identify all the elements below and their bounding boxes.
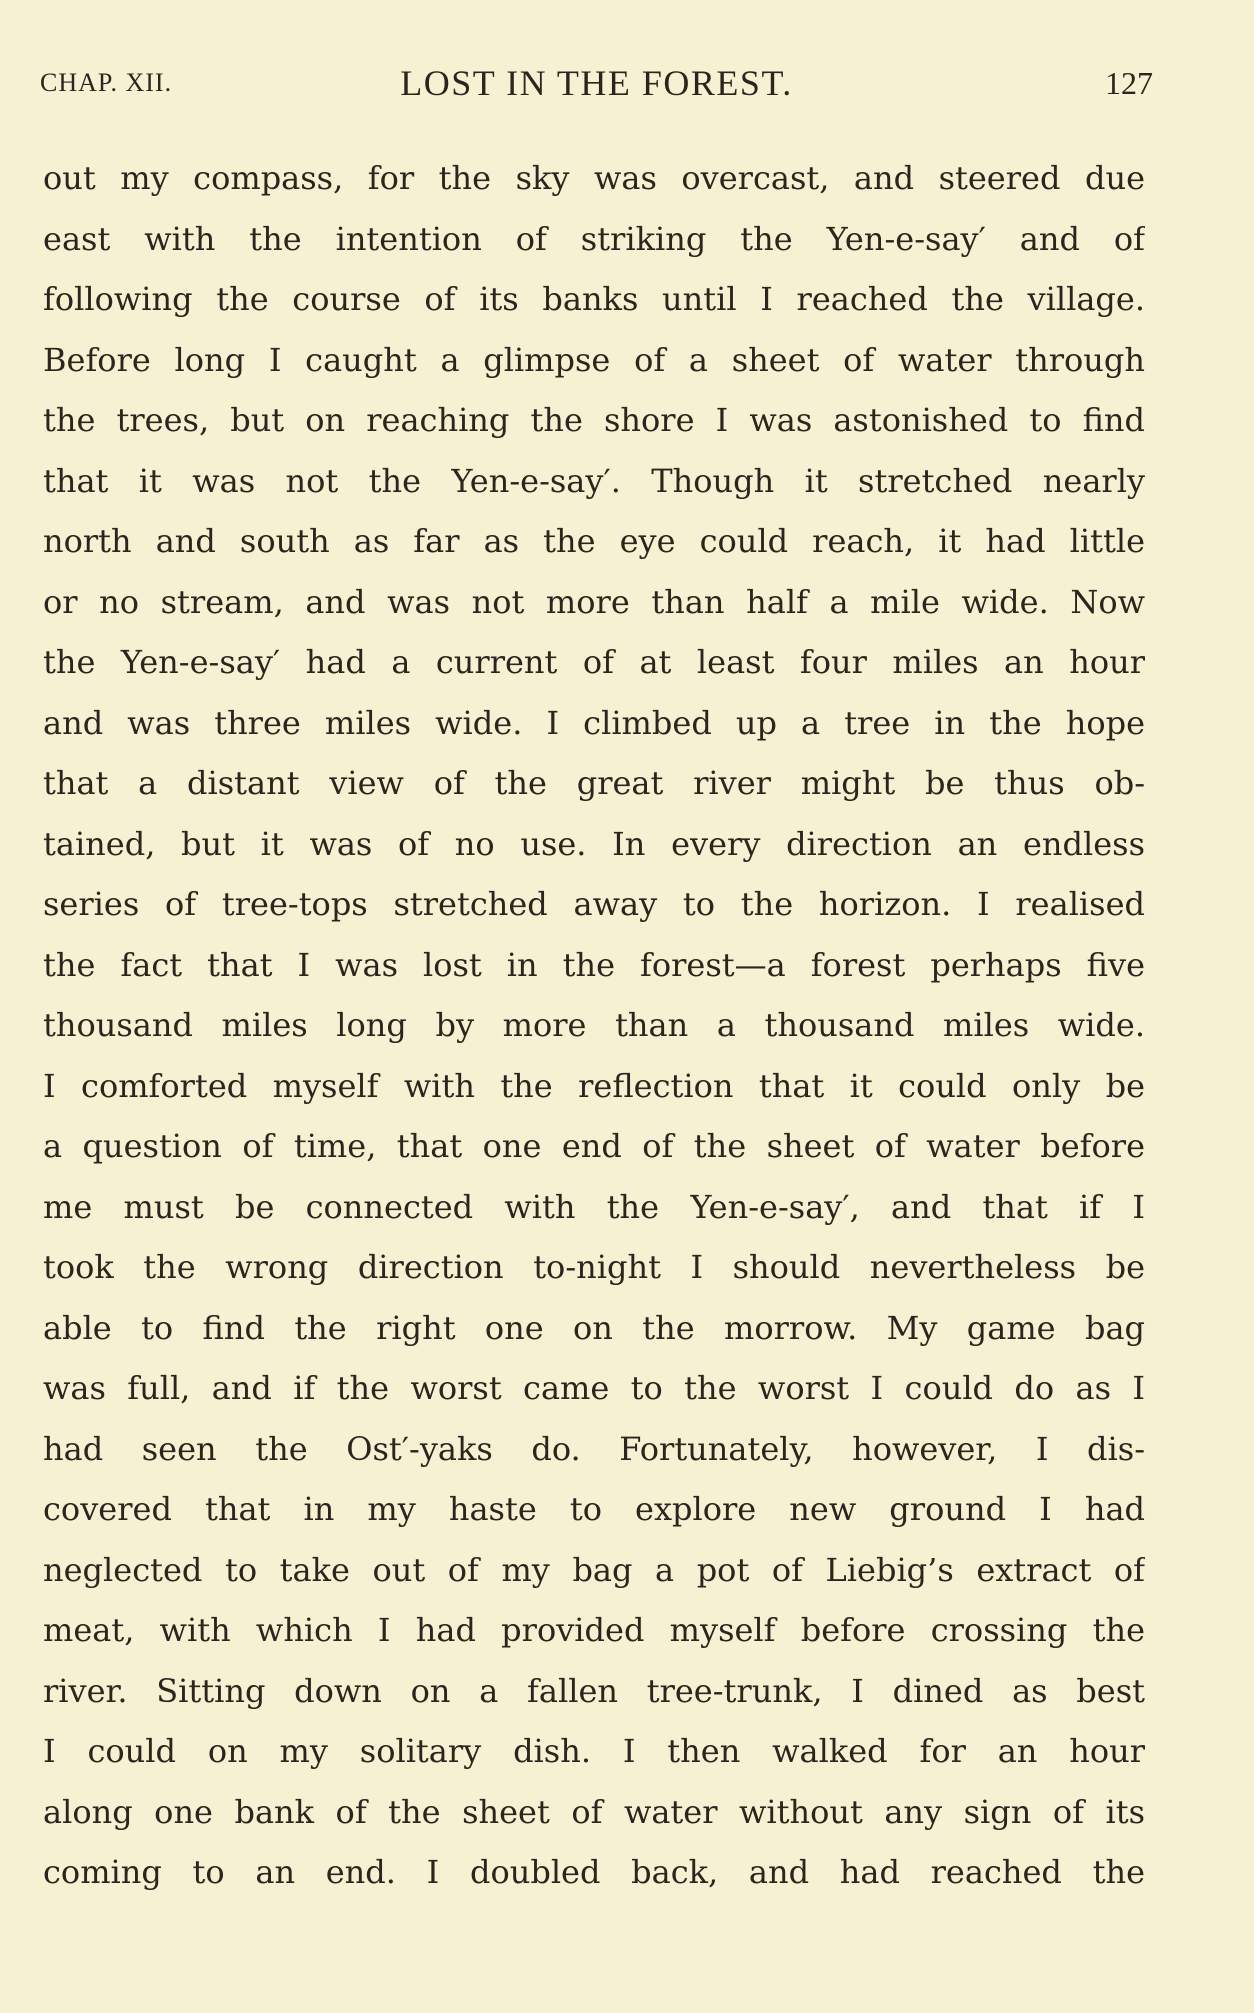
text-line: the fact that I was lost in the forest—a forest perhaps five (43, 945, 1145, 984)
text-line: east with the intention of striking the Yen-e-say′ and of (43, 219, 1145, 258)
text-line: following the course of its banks until I reached the village. (43, 280, 1145, 318)
text-line: thousand miles long by more than a thousand miles wide. (43, 1006, 1145, 1044)
text-line: that a distant view of the great river might be thus ob- (43, 764, 1145, 802)
page-number: 127 (1105, 65, 1153, 101)
text-line: I could on my solitary dish. I then walked for an hour (43, 1732, 1145, 1770)
text-line: had seen the Ost′-yaks do. Fortunately, however, I dis- (43, 1429, 1145, 1468)
text-line: that it was not the Yen-e-say′. Though it stretched nearly (43, 461, 1145, 500)
text-line: tained, but it was of no use. In every direction an endless (43, 824, 1145, 863)
text-line: able to find the right one on the morrow. My game bag (43, 1308, 1145, 1347)
chapter-label: CHAP. XII. (40, 68, 173, 97)
text-line: took the wrong direction to-night I should nevertheless be (43, 1248, 1145, 1286)
text-line: the trees, but on reaching the shore I was astonished to find (43, 401, 1145, 439)
text-line: north and south as far as the eye could reach, it had little (43, 522, 1145, 560)
text-line: coming to an end. I doubled back, and had reached the (43, 1853, 1145, 1891)
text-line: meat, with which I had provided myself before crossing the (43, 1611, 1145, 1649)
text-line: along one bank of the sheet of water without any sign of its (43, 1792, 1145, 1831)
text-line: neglected to take out of my bag a pot of Liebig’s extract of (43, 1550, 1145, 1589)
text-line: me must be connected with the Yen-e-say′, and that if I (43, 1187, 1145, 1226)
body-text (43, 148, 1145, 1903)
text-line: out my compass, for the sky was overcast, and steered due (43, 159, 1145, 197)
running-title: LOST IN THE FOREST. (400, 63, 793, 103)
text-line: Before long I caught a glimpse of a sheet of water through (43, 340, 1145, 379)
text-line: covered that in my haste to explore new ground I had (43, 1490, 1145, 1528)
text-line: series of tree-tops stretched away to the horizon. I realised (43, 885, 1145, 923)
text-line: and was three miles wide. I climbed up a tree in the hope (43, 703, 1145, 742)
text-line: the Yen-e-say′ had a current of at least four miles an hour (43, 643, 1145, 681)
text-line: I comforted myself with the reflection that it could only be (43, 1066, 1145, 1105)
text-line: a question of time, that one end of the sheet of water before (43, 1127, 1145, 1165)
text-line: or no stream, and was not more than half a mile wide. Now (43, 582, 1145, 621)
text-line: river. Sitting down on a fallen tree-trunk, I dined as best (43, 1671, 1145, 1710)
text-line: was full, and if the worst came to the worst I could do as I (43, 1369, 1145, 1407)
running-head (40, 62, 1153, 110)
